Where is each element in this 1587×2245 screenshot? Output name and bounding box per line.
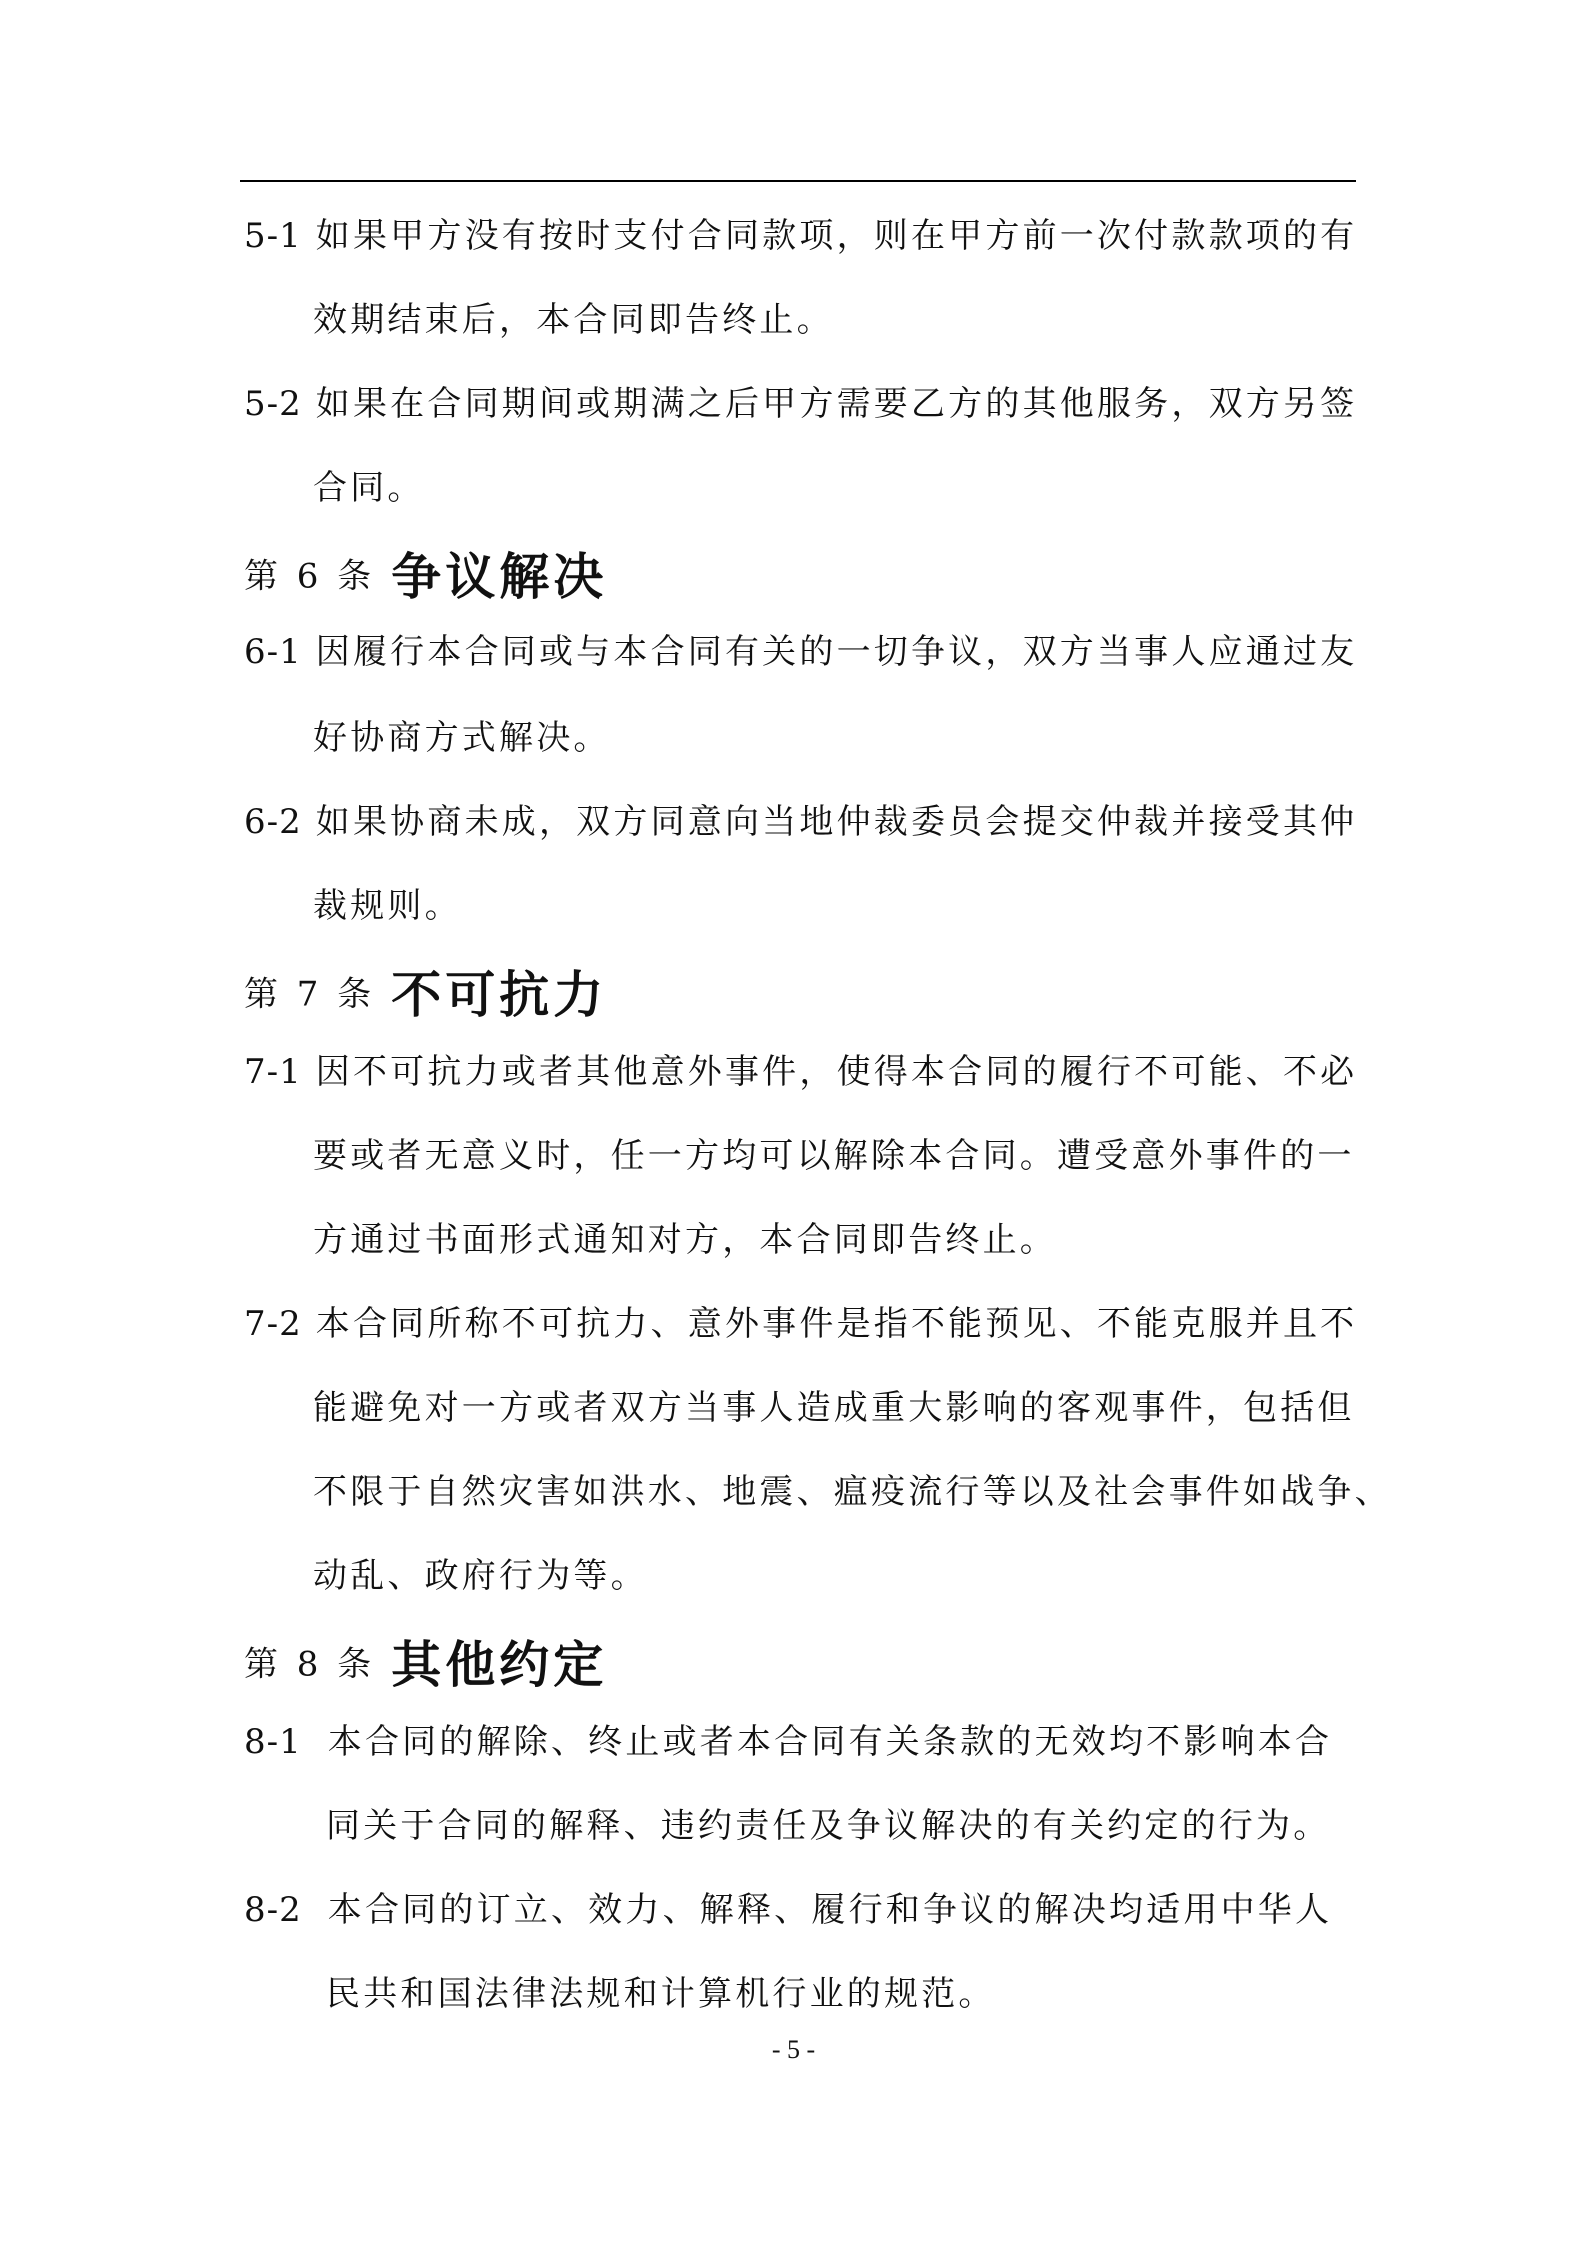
clause-text: 如果在合同期间或期满之后甲方需要乙方的其他服务，双方另签 bbox=[315, 384, 1358, 424]
clause-7-1-line-3: 方通过书面形式通知对方，本合同即告终止。 bbox=[313, 1220, 1057, 1260]
section-title: 其他约定 bbox=[391, 1636, 608, 1694]
clause-number: 7-2 bbox=[244, 1304, 302, 1344]
page-number: - 5 - bbox=[771, 2035, 816, 2064]
clause-8-1-line-1 bbox=[244, 1720, 1332, 1764]
section-number: 第 8 条 bbox=[244, 1644, 376, 1685]
section-number: 第 7 条 bbox=[244, 974, 376, 1015]
clause-text: 本合同的解除、终止或者本合同有关条款的无效均不影响本合 bbox=[327, 1722, 1333, 1762]
clause-7-2-line-4: 动乱、政府行为等。 bbox=[313, 1556, 648, 1596]
clause-8-2-line-2: 民共和国法律法规和计算机行业的规范。 bbox=[326, 1974, 996, 2014]
section-6-heading bbox=[244, 537, 607, 609]
clause-text: 如果甲方没有按时支付合同款项，则在甲方前一次付款款项的有 bbox=[315, 216, 1358, 256]
clause-7-2-line-1 bbox=[244, 1302, 1357, 1346]
section-title: 争议解决 bbox=[391, 548, 608, 606]
clause-text: 因履行本合同或与本合同有关的一切争议，双方当事人应通过友 bbox=[315, 632, 1358, 672]
clause-6-2-line-2: 裁规则。 bbox=[313, 886, 462, 926]
clause-number: 8-2 bbox=[244, 1890, 302, 1930]
clause-number: 8-1 bbox=[244, 1722, 302, 1762]
clause-8-1-line-2: 同关于合同的解释、违约责任及争议解决的有关约定的行为。 bbox=[326, 1806, 1331, 1846]
clause-text: 如果协商未成，双方同意向当地仲裁委员会提交仲裁并接受其仲 bbox=[315, 802, 1358, 842]
clause-5-2-line-1 bbox=[244, 382, 1357, 426]
clause-7-1-line-1 bbox=[244, 1050, 1357, 1094]
section-number: 第 6 条 bbox=[244, 556, 376, 597]
clause-text: 因不可抗力或者其他意外事件，使得本合同的履行不可能、不必 bbox=[315, 1052, 1358, 1092]
clause-6-1-line-2: 好协商方式解决。 bbox=[313, 718, 611, 758]
clause-number: 7-1 bbox=[244, 1052, 302, 1092]
clause-7-2-line-2: 能避免对一方或者双方当事人造成重大影响的客观事件，包括但 bbox=[313, 1388, 1355, 1428]
clause-8-2-line-1 bbox=[244, 1888, 1332, 1932]
clause-6-2-line-1 bbox=[244, 800, 1357, 844]
clause-5-2-line-2: 合同。 bbox=[313, 468, 425, 508]
section-title: 不可抗力 bbox=[391, 966, 608, 1024]
clause-number: 5-2 bbox=[244, 384, 302, 424]
clause-7-2-line-3: 不限于自然灾害如洪水、地震、瘟疫流行等以及社会事件如战争、 bbox=[313, 1472, 1392, 1512]
clause-5-1-line-1 bbox=[244, 214, 1357, 258]
section-7-heading bbox=[244, 955, 607, 1027]
clause-number: 6-1 bbox=[244, 632, 302, 672]
clause-number: 5-1 bbox=[244, 216, 302, 256]
clause-5-1-line-2: 效期结束后，本合同即告终止。 bbox=[313, 300, 834, 340]
header-rule bbox=[240, 180, 1356, 182]
clause-7-1-line-2: 要或者无意义时，任一方均可以解除本合同。遭受意外事件的一 bbox=[313, 1136, 1355, 1176]
section-8-heading bbox=[244, 1625, 607, 1697]
clause-number: 6-2 bbox=[244, 802, 302, 842]
clause-6-1-line-1 bbox=[244, 630, 1357, 674]
clause-text: 本合同的订立、效力、解释、履行和争议的解决均适用中华人 bbox=[327, 1890, 1333, 1930]
clause-text: 本合同所称不可抗力、意外事件是指不能预见、不能克服并且不 bbox=[315, 1304, 1358, 1344]
